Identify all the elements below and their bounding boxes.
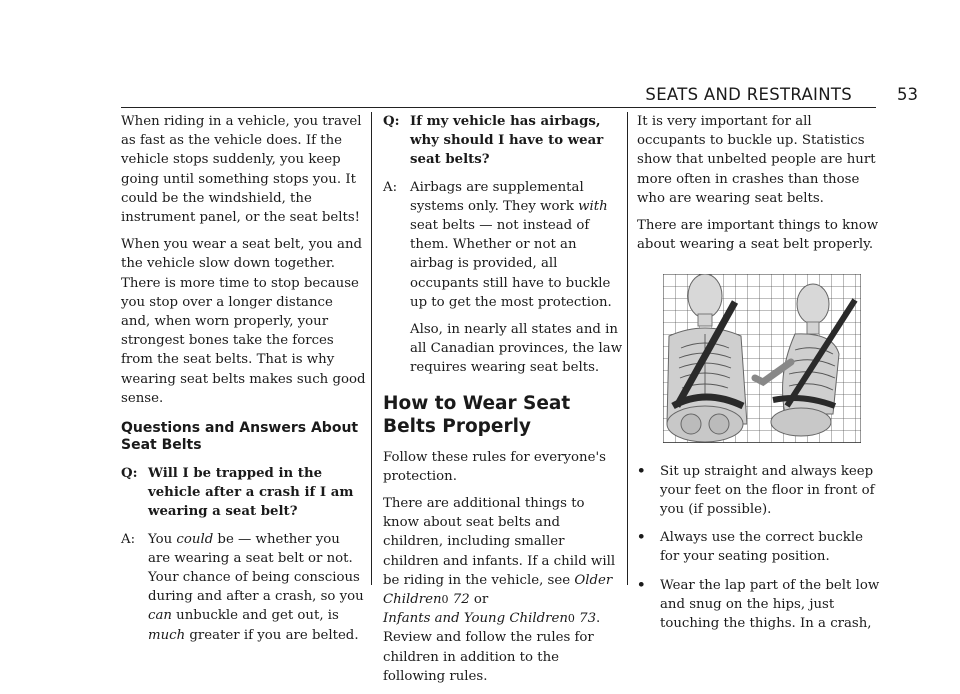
answer-1 <box>121 530 366 645</box>
question-text: If my vehicle has airbags, why should I have to wear seat belts? <box>410 114 604 168</box>
bullet-icon: • <box>637 463 646 479</box>
column-divider-1 <box>371 112 372 585</box>
list-item: • Sit up straight and always keep your feet on the floor in front of you (if possible). <box>637 462 882 520</box>
bullet-icon: • <box>637 577 646 593</box>
page-arrow-icon: 0 <box>567 612 575 626</box>
seat-belt-benefit-paragraph: When you wear a seat belt, you and the vehicle slow down together. There is more time to stop because you stop over a longer distance and, when worn properly, your strongest bones take the forces from the seat belts. That is why wearing seat belts makes such good sense. <box>121 237 366 406</box>
column-3 <box>637 112 882 642</box>
section-title: SEATS AND RESTRAINTS <box>645 85 852 104</box>
bullet-icon: • <box>637 530 646 546</box>
column-2 <box>383 112 623 694</box>
list-item: • Wear the lap part of the belt low and snug on the hips, just touching the thighs. In a crash, <box>637 576 882 634</box>
infants-link[interactable]: Infants and Young Children <box>383 611 568 627</box>
older-children-link[interactable]: Older Children <box>383 572 613 608</box>
seat-belt-illustration <box>663 274 882 449</box>
answer-2 <box>383 178 623 378</box>
intro-paragraph: When riding in a vehicle, you travel as fast as the vehicle does. If the vehicle stops suddenly, you keep going until something stops you. It could be the windshield, the instrument panel, or the seat belts! <box>121 114 362 226</box>
qa-heading: Questions and Answers About Seat Belts <box>121 420 359 454</box>
question-1 <box>121 464 366 522</box>
question-label: Q: <box>383 114 400 129</box>
law-paragraph: Also, in nearly all states and in all Canadian provinces, the law requires wearing seat belts. <box>410 322 623 376</box>
rules-intro: Follow these rules for everyone's protection. <box>383 449 606 484</box>
children-paragraph: There are additional things to know about seat belts and children, including smaller children and infants. If a child will be riding in the vehicle, see Older Children0 72 or Infants and Young Children0 73. Review and follow the rules for children in addition to the following rules. <box>383 496 616 684</box>
answer-label: A: <box>121 531 136 547</box>
answer-label: A: <box>383 179 398 195</box>
answer-text: Airbags are supplemental systems only. They work with seat belts — not instead of them. Whether or not an airbag is provided, all occupants still have to buckle up to get the most protection. Also, in nearly all states and in all Canadian provinces, the law requires wearing seat belts. <box>410 178 623 378</box>
column-1 <box>121 112 366 653</box>
seat-belt-rules-list <box>637 462 882 634</box>
section-heading: How to Wear Seat Belts Properly <box>383 392 571 437</box>
proper-wear-paragraph: There are important things to know about wearing a seat belt properly. <box>637 218 879 253</box>
header-divider <box>121 107 876 108</box>
question-2 <box>383 112 623 170</box>
question-label: Q: <box>121 466 138 482</box>
page-number: 53 <box>897 85 918 104</box>
page-arrow-icon: 0 <box>441 593 449 607</box>
answer-text: You could be — whether you are wearing a seat belt or not. Your chance of being conscious during and after a crash, so you can unbuckle and get out, is much greater if you are belted. <box>148 531 364 643</box>
question-text: Will I be trapped in the vehicle after a crash if I am wearing a seat belt? <box>148 466 354 520</box>
importance-paragraph: It is very important for all occupants to buckle up. Statistics show that unbelted people are hurt more often in crashes than those who are wearing seat belts. <box>637 114 876 206</box>
column-divider-2 <box>627 112 628 585</box>
list-item: • Always use the correct buckle for your seating position. <box>637 528 882 566</box>
